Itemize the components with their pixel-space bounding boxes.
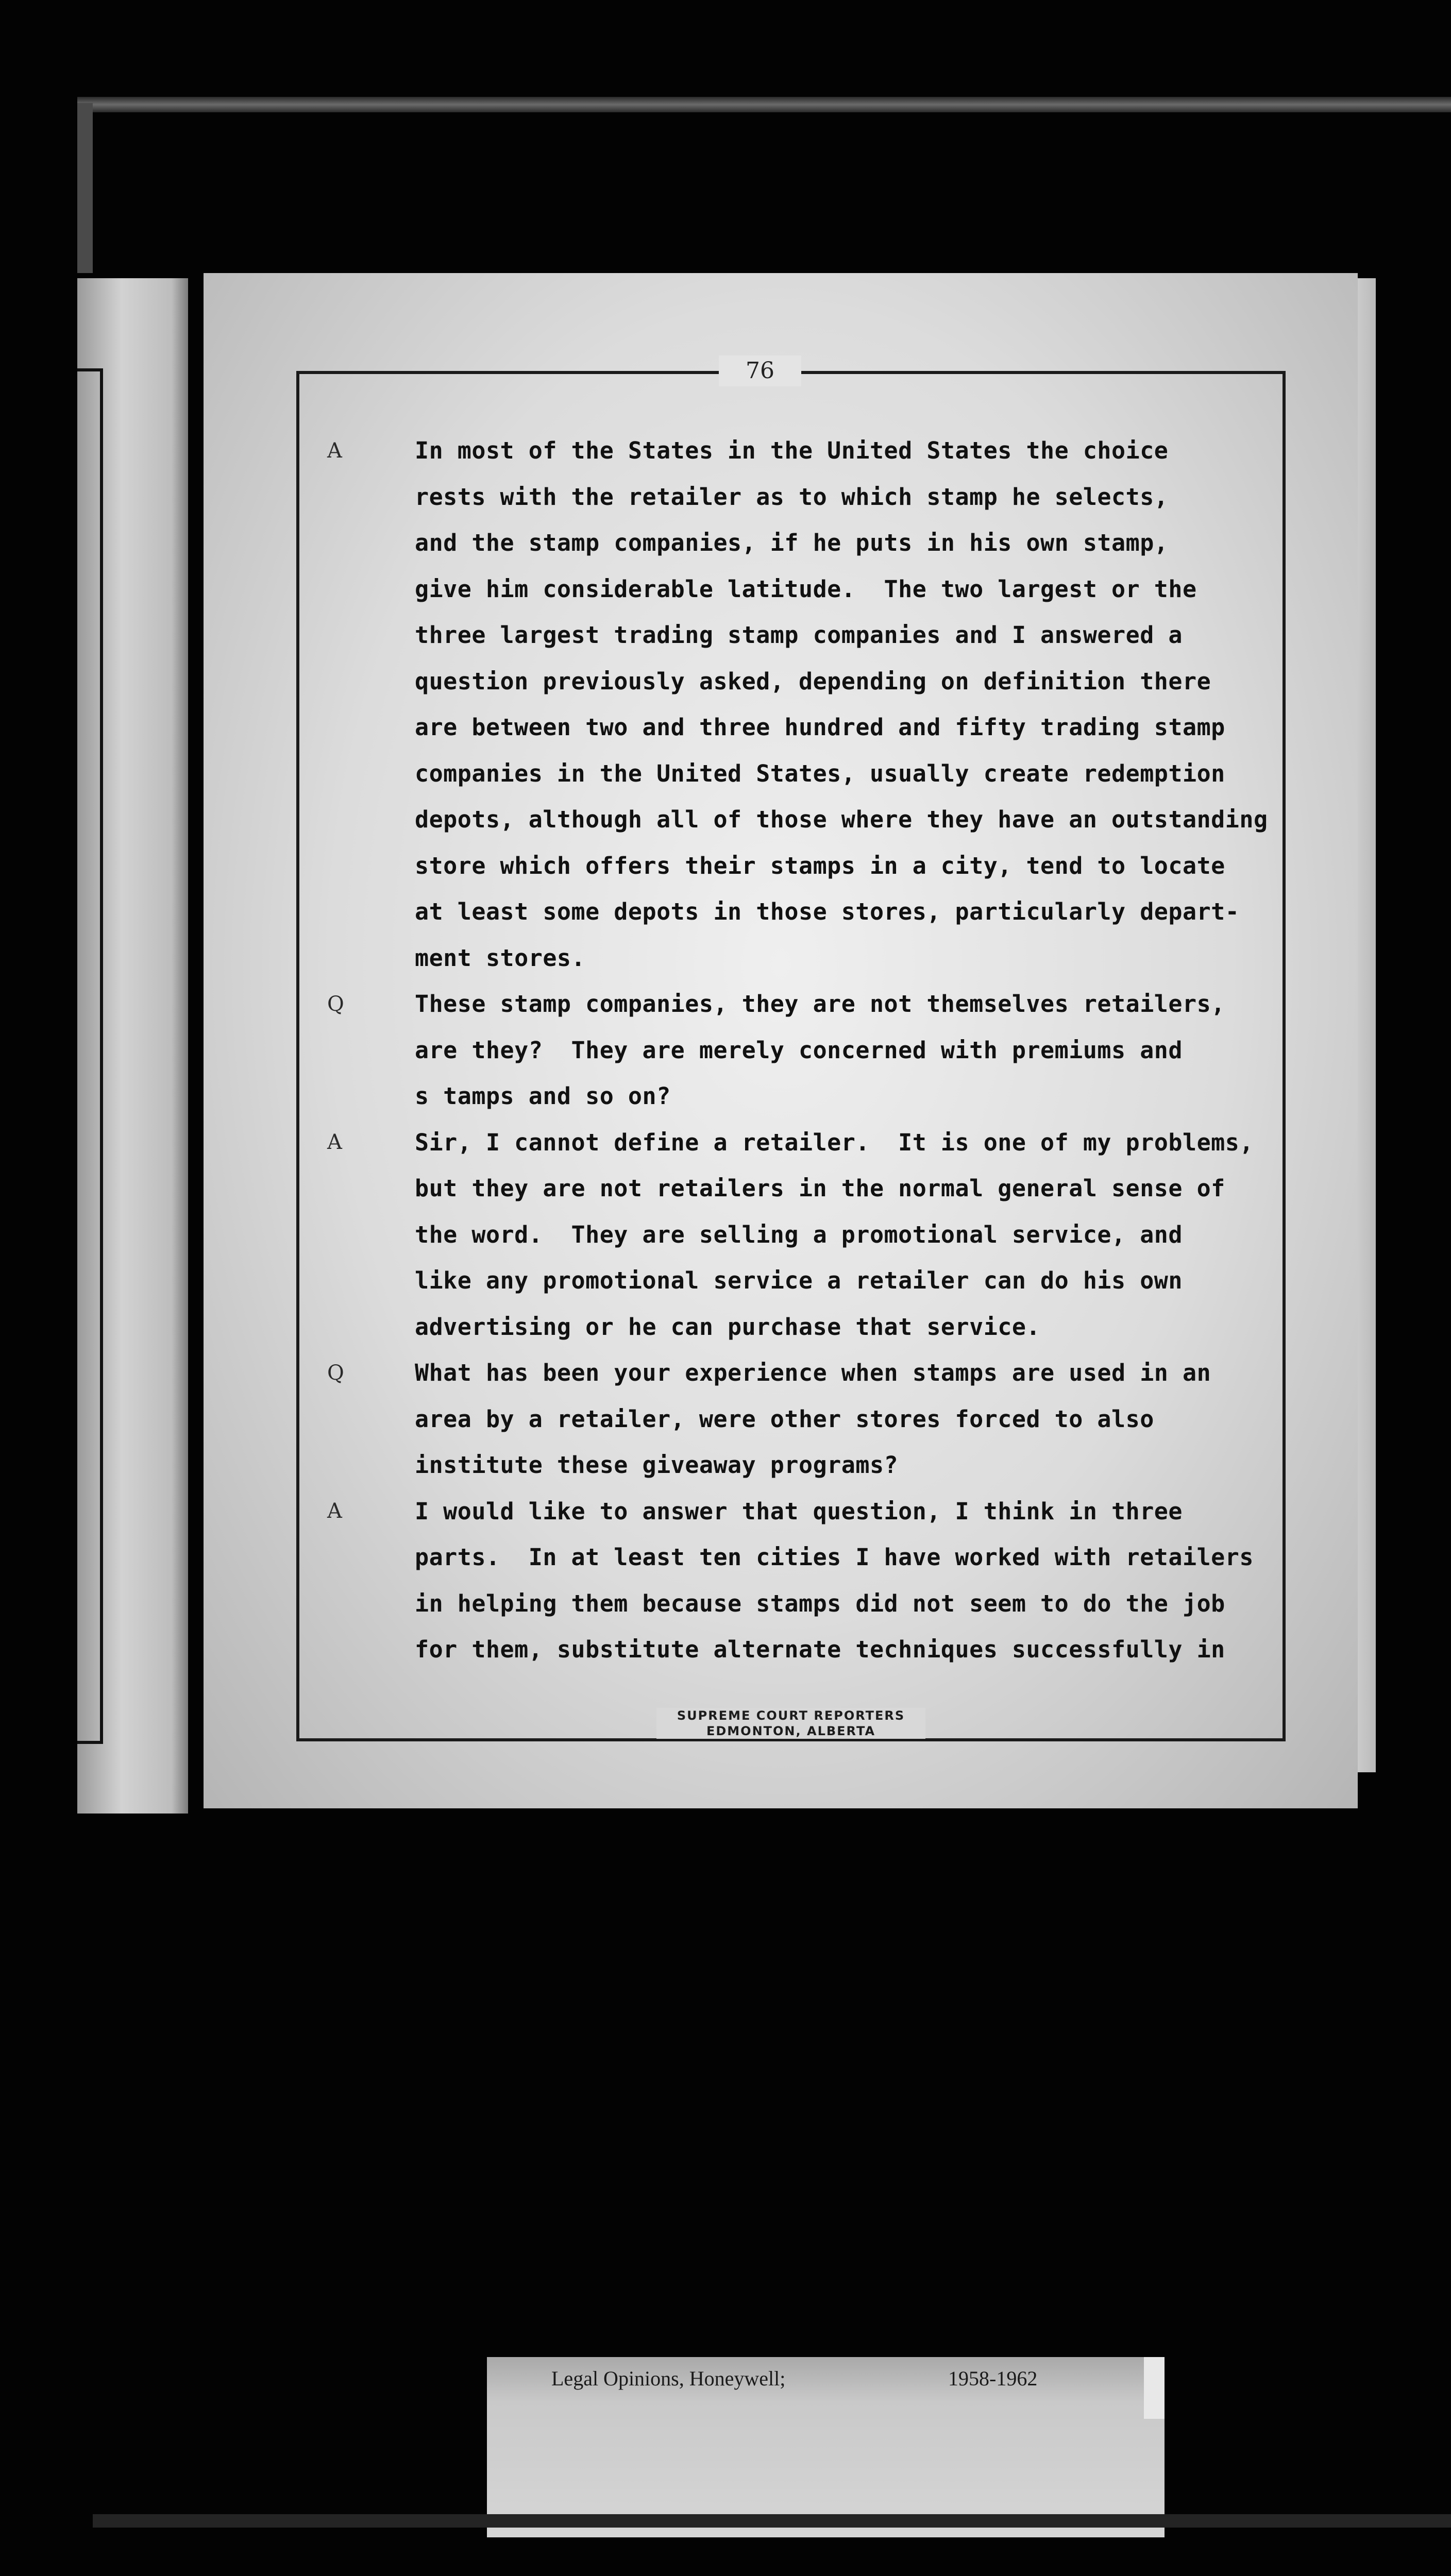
transcript-line <box>322 1304 1275 1350</box>
transcript-line <box>322 889 1275 935</box>
transcript-line <box>322 428 1275 474</box>
film-top-edge <box>77 97 1451 112</box>
transcript-line <box>322 751 1275 797</box>
transcript-line <box>322 981 1275 1027</box>
transcript-line <box>322 612 1275 658</box>
transcript-line <box>322 1488 1275 1535</box>
transcript-line <box>322 1165 1275 1212</box>
line-text: advertising or he can purchase that service. <box>415 1313 1041 1341</box>
transcript-line <box>322 935 1275 981</box>
line-text: but they are not retailers in the normal general sense of <box>415 1175 1225 1202</box>
transcript-line <box>322 1626 1275 1673</box>
film-bottom-edge <box>93 2514 1451 2528</box>
transcript-line <box>322 1350 1275 1396</box>
transcript-line <box>322 1396 1275 1443</box>
speaker-label: A <box>327 438 342 463</box>
transcript-line <box>322 1073 1275 1120</box>
transcript-line <box>322 1534 1275 1581</box>
line-text: and the stamp companies, if he puts in his own stamp, <box>415 529 1169 557</box>
archive-label <box>487 2357 1165 2537</box>
line-text: I would like to answer that question, I think in three <box>415 1497 1183 1525</box>
footer-location: EDMONTON, ALBERTA <box>706 1724 876 1738</box>
transcript-line <box>322 1027 1275 1074</box>
line-text: are between two and three hundred and fifty trading stamp <box>415 714 1225 741</box>
archive-label-years: 1958-1962 <box>948 2367 1038 2390</box>
line-text: companies in the United States, usually create redemption <box>415 759 1225 787</box>
line-text: give him considerable latitude. The two largest or the <box>415 575 1197 603</box>
transcript-line <box>322 520 1275 566</box>
speaker-label: A <box>327 1499 342 1523</box>
line-text: for them, substitute alternate techniques successfully in <box>415 1636 1225 1664</box>
line-text: area by a retailer, were other stores forced to also <box>415 1405 1154 1433</box>
transcript-line <box>322 566 1275 613</box>
footer-block <box>656 1708 925 1739</box>
line-text: In most of the States in the United States the choice <box>415 437 1169 465</box>
transcript-line <box>322 1581 1275 1627</box>
line-text: rests with the retailer as to which stamp he selects, <box>415 483 1169 511</box>
transcript-line <box>322 1212 1275 1258</box>
line-text: like any promotional service a retailer can do his own <box>415 1267 1183 1295</box>
speaker-label: Q <box>327 1361 344 1385</box>
line-text: the word. They are selling a promotional service, and <box>415 1221 1183 1248</box>
previous-page-border <box>77 368 103 1744</box>
line-text: at least some depots in those stores, particularly depart- <box>415 898 1240 926</box>
transcript-line <box>322 1442 1275 1488</box>
transcript-line <box>322 704 1275 751</box>
line-text: store which offers their stamps in a city, tend to locate <box>415 852 1225 879</box>
line-text: These stamp companies, they are not themselves retailers, <box>415 990 1225 1018</box>
transcript-line <box>322 796 1275 843</box>
line-text: ment stores. <box>415 944 586 972</box>
transcript-line <box>322 843 1275 889</box>
archive-label-title: Legal Opinions, Honeywell; <box>551 2367 786 2390</box>
line-text: depots, although all of those where they have an outstanding <box>415 806 1268 834</box>
line-text: Sir, I cannot define a retailer. It is one of my problems, <box>415 1128 1254 1156</box>
transcript-line <box>322 474 1275 520</box>
speaker-label: Q <box>327 992 344 1016</box>
line-text: institute these giveaway programs? <box>415 1451 899 1479</box>
transcript-line <box>322 658 1275 705</box>
page-number: 76 <box>719 355 801 386</box>
footer-firm: SUPREME COURT REPORTERS <box>677 1708 905 1723</box>
label-corner <box>1144 2357 1165 2419</box>
line-text: s tamps and so on? <box>415 1082 671 1110</box>
transcript-line <box>322 1258 1275 1304</box>
line-text: question previously asked, depending on definition there <box>415 667 1211 695</box>
line-text: parts. In at least ten cities I have worked with retailers <box>415 1544 1254 1571</box>
line-text: three largest trading stamp companies and I answered a <box>415 621 1183 649</box>
reporter-footer <box>307 1708 1275 1739</box>
transcript-line <box>322 1120 1275 1166</box>
line-text: are they? They are merely concerned with premiums and <box>415 1036 1183 1064</box>
line-text: in helping them because stamps did not seem to do the job <box>415 1589 1225 1617</box>
transcript-body <box>322 428 1275 1673</box>
line-text: What has been your experience when stamps are used in an <box>415 1359 1211 1387</box>
speaker-label: A <box>327 1130 342 1155</box>
film-left-edge <box>77 103 93 273</box>
transcript-page <box>204 273 1358 1808</box>
